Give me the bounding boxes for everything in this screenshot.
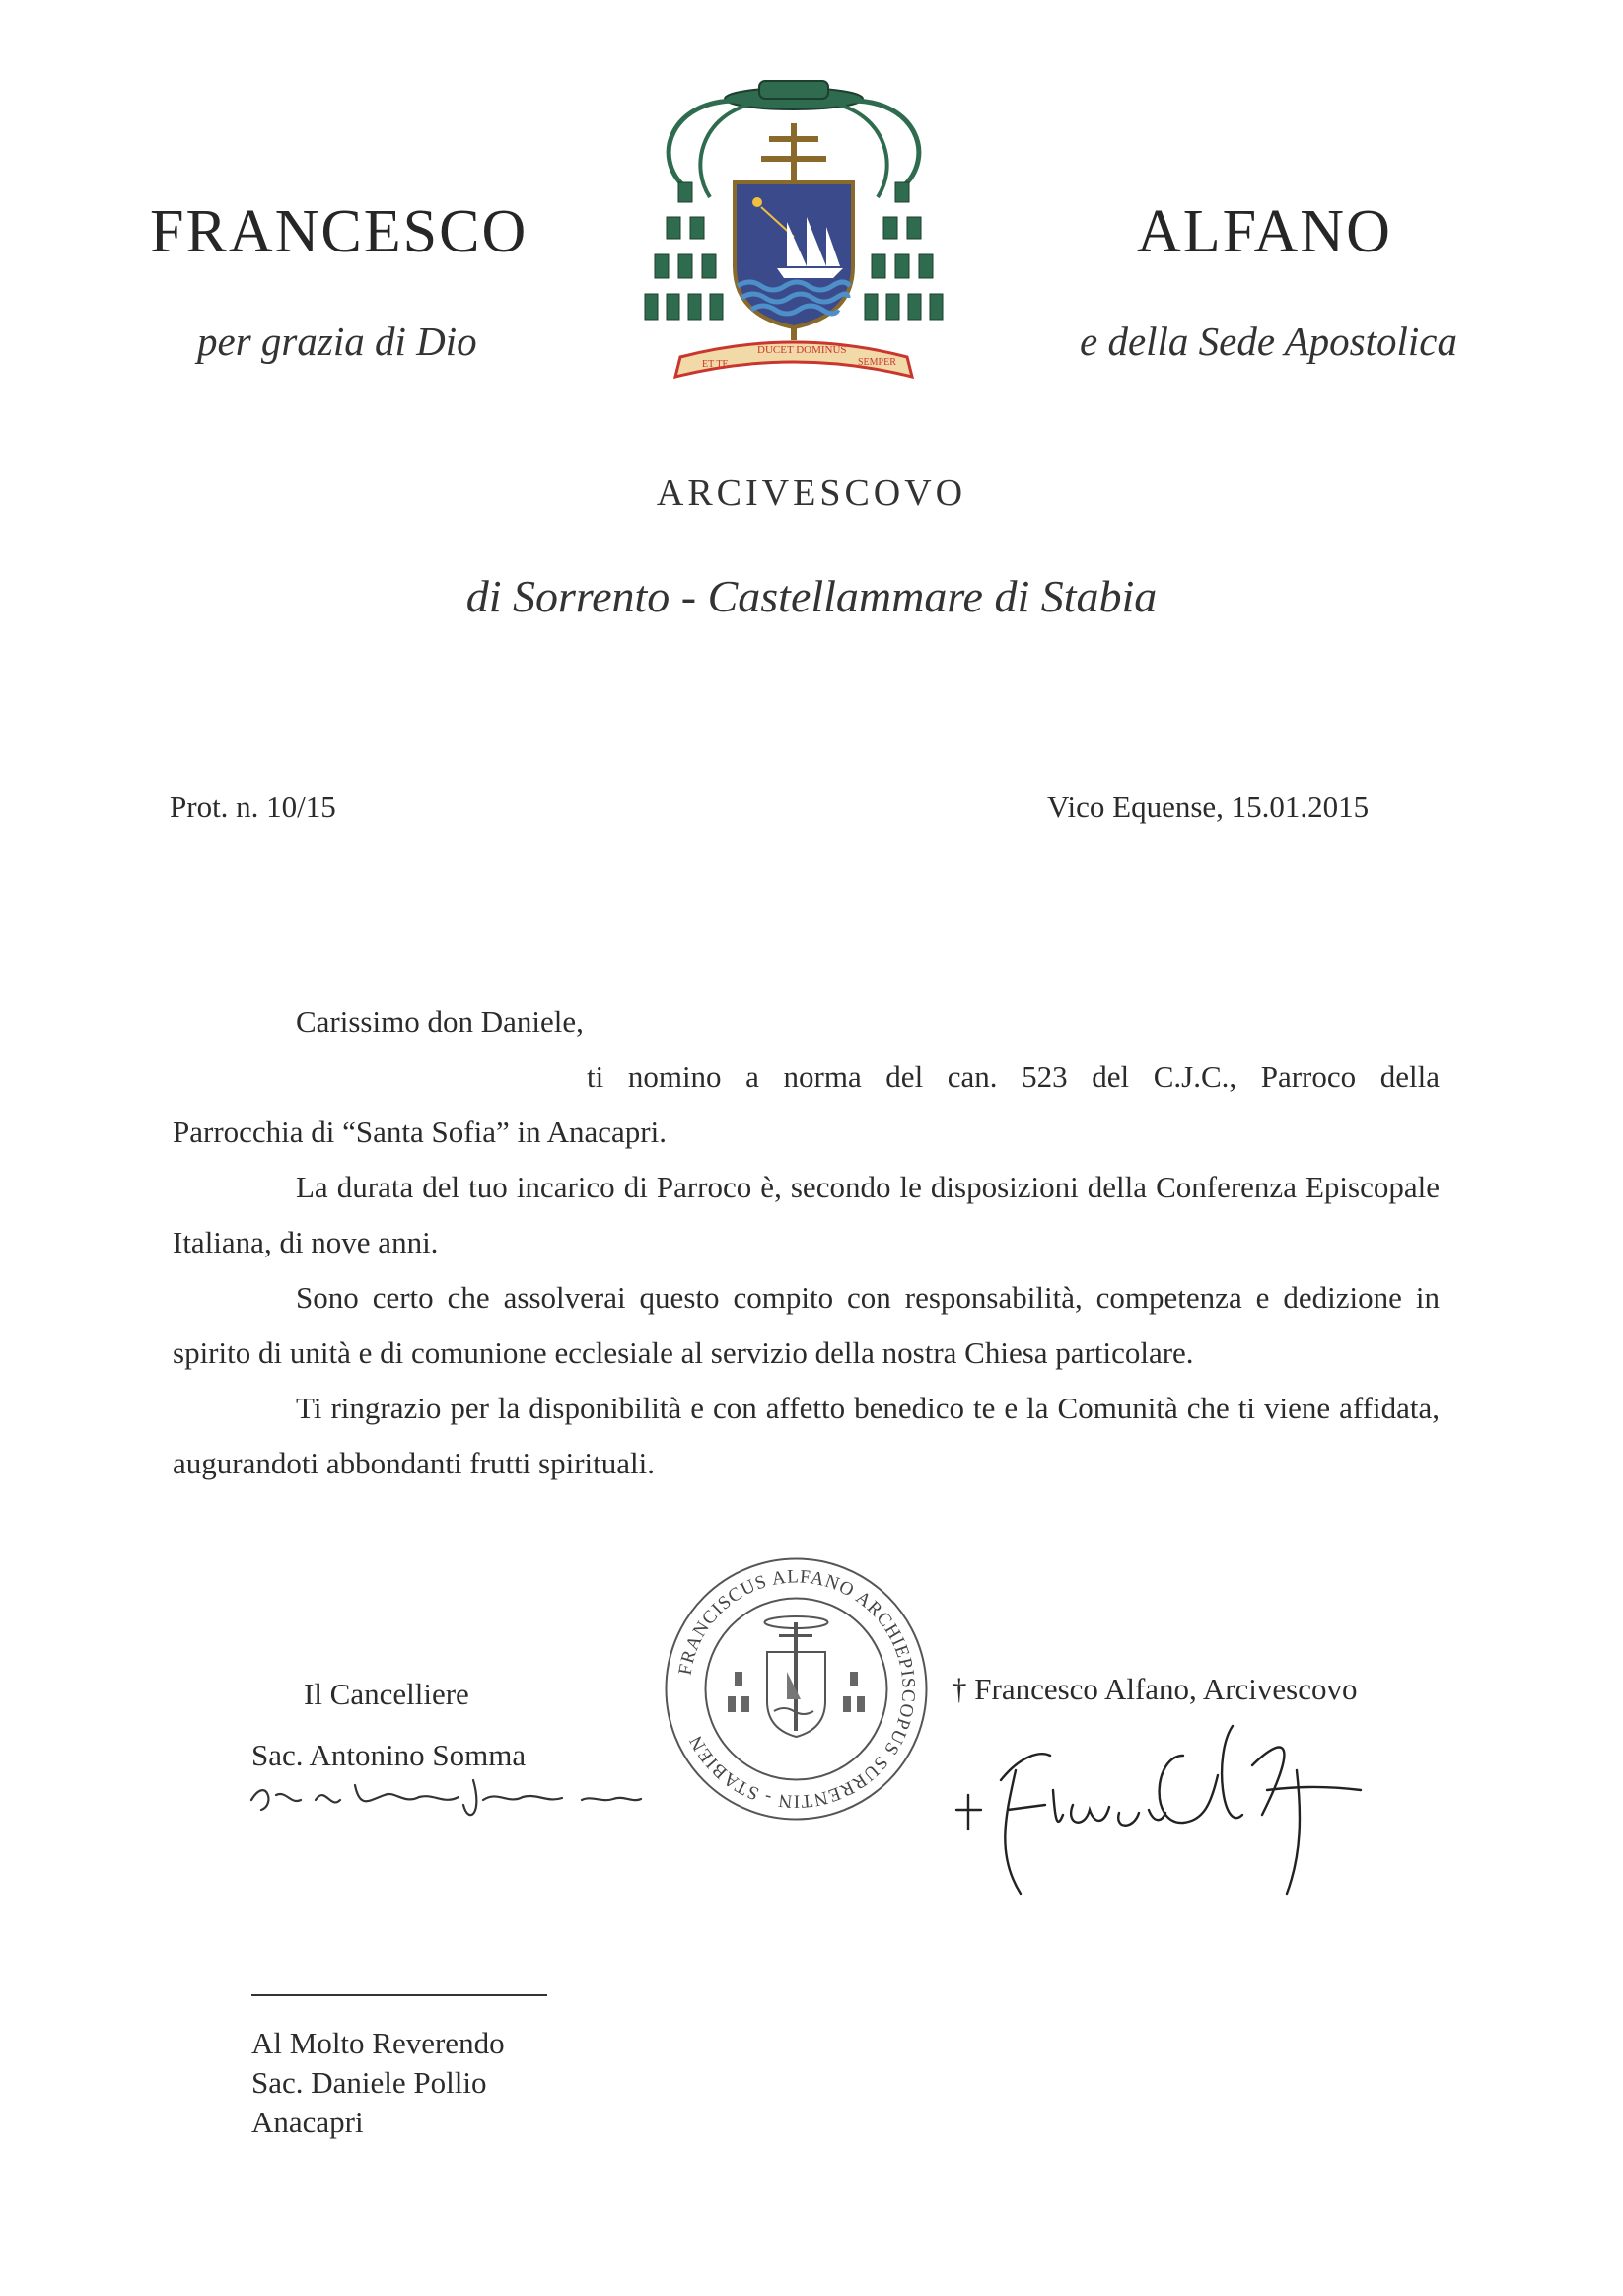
recipient-line-1: Al Molto Reverendo (251, 2026, 505, 2060)
place-date: Vico Equense, 15.01.2015 (1047, 789, 1370, 824)
divider-rule (251, 1994, 547, 1996)
header-left-subtitle: per grazia di Dio (197, 319, 477, 364)
coat-of-arms-graphic (631, 69, 956, 409)
coat-of-arms (631, 69, 956, 409)
recipient-line-3: Anacapri (251, 2105, 364, 2139)
seal-graphic (661, 1553, 932, 1825)
archbishop-title: ARCIVESCOVO (656, 472, 967, 514)
salutation: Carissimo don Daniele, (296, 1004, 584, 1039)
recipient-line-2: Sac. Daniele Pollio (251, 2065, 487, 2100)
paragraph-1 (173, 1049, 1440, 1160)
paragraph-3: Sono certo che assolverai questo compito con responsabilità, competenza e dedizione in spirito di unità e di comunione ecclesiale al servizio della nostra Chiesa particolare. (173, 1280, 1440, 1370)
chancellor-signature (247, 1765, 651, 1825)
archbishop-signature-graphic (947, 1696, 1410, 1903)
paragraph-2: La durata del tuo incarico di Parroco è, secondo le disposizioni della Conferenza Episcopale Italiana, di nove anni. (173, 1170, 1440, 1259)
archbishop-signature (947, 1696, 1410, 1903)
chancellor-title: Il Cancelliere (304, 1677, 469, 1711)
header-first-name: FRANCESCO (150, 198, 529, 265)
archdiocese-seal (661, 1553, 932, 1825)
paragraph-1-line-2: Parrocchia di “Santa Sofia” in Anacapri. (173, 1114, 667, 1149)
seal-text: FRANCISCUS ALFANO ARCHIEPISCOPUS SURRENTIN - STABIEN (674, 1566, 919, 1812)
motto-center: DUCET DOMINUS (757, 344, 847, 356)
header-right-subtitle: e della Sede Apostolica (1080, 319, 1457, 364)
chancellor-signature-graphic (247, 1765, 651, 1825)
diocese-name: di Sorrento - Castellammare di Stabia (465, 571, 1158, 621)
recipient-block (251, 2024, 505, 2142)
chancellor-name: Sac. Antonino Somma (251, 1738, 527, 1772)
motto-left: ET TE (702, 359, 729, 370)
header-last-name: ALFANO (1137, 198, 1392, 265)
paragraph-4: Ti ringrazio per la disponibilità e con affetto benedico te e la Comunità che ti viene affidata, augurandoti abbondanti frutti spirituali. (173, 1391, 1440, 1480)
motto-right: SEMPER (858, 357, 896, 368)
paragraph-1-line-1: ti nomino a norma del can. 523 del C.J.C., Parroco della (587, 1059, 1440, 1094)
archbishop-signature-line: † Francesco Alfano, Arcivescovo (952, 1672, 1358, 1706)
protocol-number: Prot. n. 10/15 (170, 789, 336, 824)
